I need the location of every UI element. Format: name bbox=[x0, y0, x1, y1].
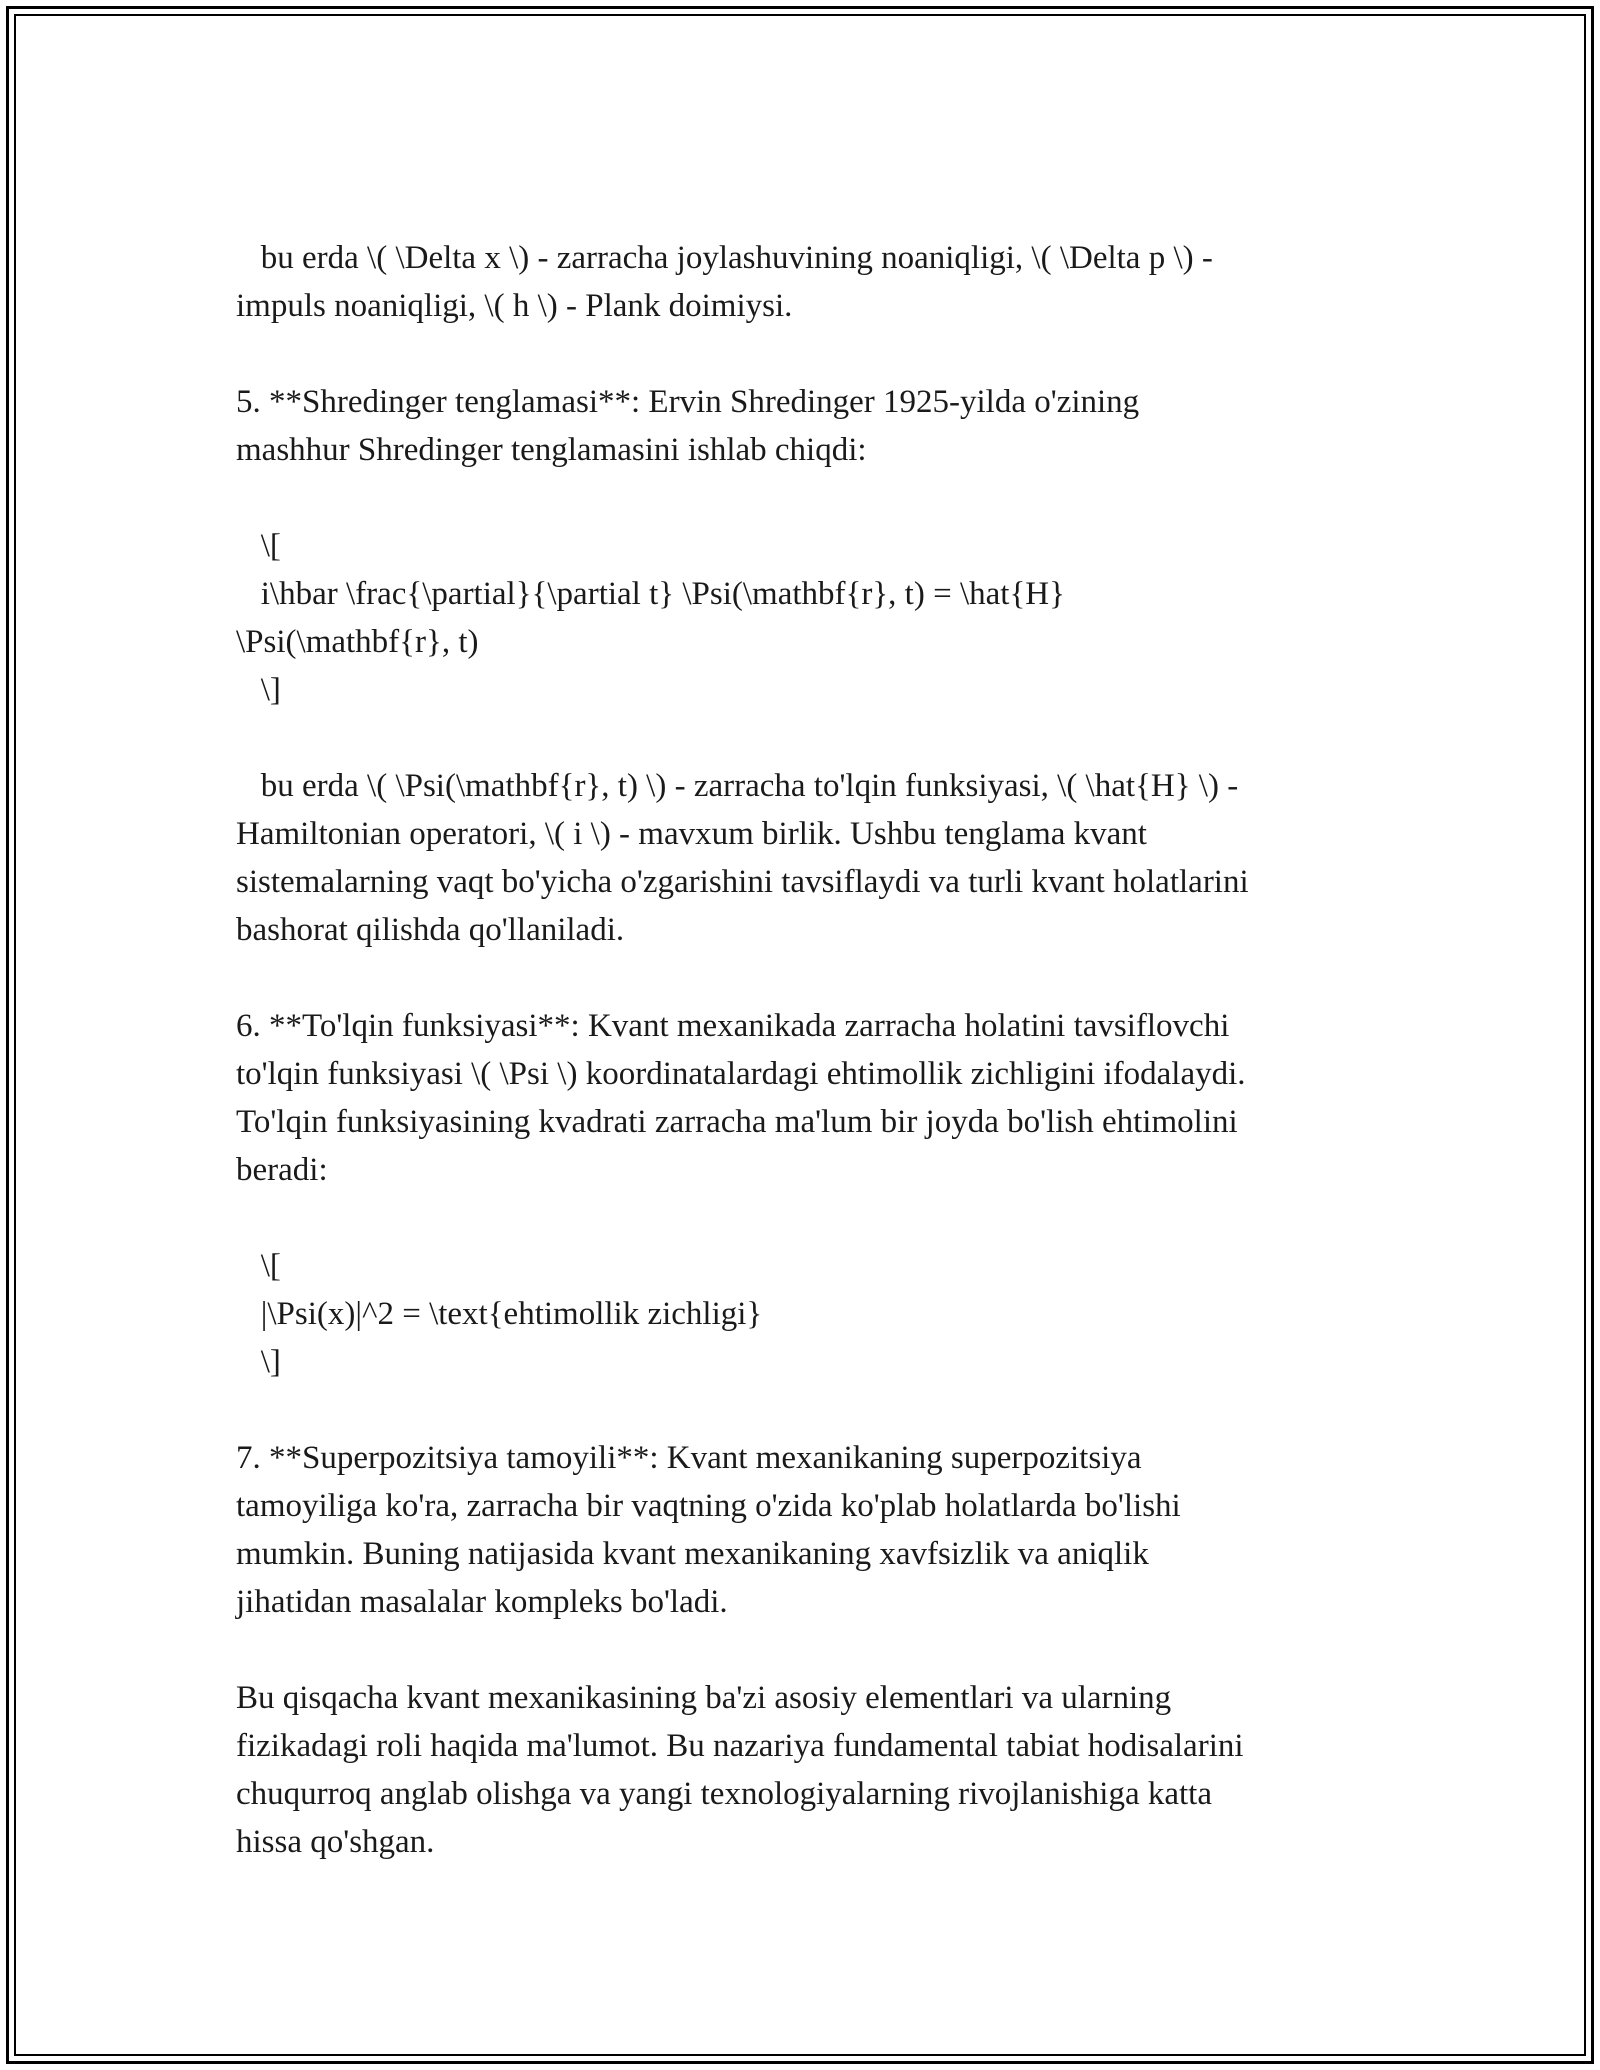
text-line: To'lqin funksiyasining kvadrati zarracha ma'lum bir joyda bo'lish ehtimolini bbox=[236, 1104, 1238, 1140]
equation-line: \] bbox=[236, 1344, 281, 1380]
paragraph-uncertainty-explanation bbox=[236, 234, 1366, 330]
text-line: mumkin. Buning natijasida kvant mexanikaning xavfsizlik va aniqlik bbox=[236, 1536, 1149, 1572]
text-line: to'lqin funksiyasi \( \Psi \) koordinatalardagi ehtimollik zichligini ifodalaydi. bbox=[236, 1056, 1246, 1092]
text-line: Bu qisqacha kvant mexanikasining ba'zi asosiy elementlari va ularning bbox=[236, 1680, 1172, 1716]
text-line: beradi: bbox=[236, 1152, 328, 1188]
text-line: mashhur Shredinger tenglamasini ishlab chiqdi: bbox=[236, 432, 867, 468]
text-line: tamoyiliga ko'ra, zarracha bir vaqtning o'zida ko'plab holatlarda bo'lishi bbox=[236, 1488, 1181, 1524]
text-line: jihatidan masalalar kompleks bo'ladi. bbox=[236, 1584, 728, 1620]
text-line: 6. **To'lqin funksiyasi**: Kvant mexanikada zarracha holatini tavsiflovchi bbox=[236, 1008, 1230, 1044]
text-line: hissa qo'shgan. bbox=[236, 1824, 435, 1860]
equation-schrodinger bbox=[236, 522, 1366, 714]
text-line: impuls noaniqligi, \( h \) - Plank doimiysi. bbox=[236, 288, 793, 324]
paragraph-schrodinger-explanation bbox=[236, 762, 1366, 954]
text-line: bu erda \( \Psi(\mathbf{r}, t) \) - zarracha to'lqin funksiyasi, \( \hat{H} \) - bbox=[236, 768, 1239, 804]
text-line: 5. **Shredinger tenglamasi**: Ervin Shredinger 1925-yilda o'zining bbox=[236, 384, 1140, 420]
text-line: bu erda \( \Delta x \) - zarracha joylashuvining noaniqligi, \( \Delta p \) - bbox=[236, 240, 1213, 276]
equation-line: \] bbox=[236, 672, 281, 708]
paragraph-superposition bbox=[236, 1434, 1366, 1626]
text-line: bashorat qilishda qo'llaniladi. bbox=[236, 912, 625, 948]
document-body bbox=[236, 234, 1366, 1914]
equation-probability-density bbox=[236, 1242, 1366, 1386]
equation-line: |\Psi(x)|^2 = \text{ehtimollik zichligi} bbox=[236, 1296, 763, 1332]
equation-line: \Psi(\mathbf{r}, t) bbox=[236, 624, 479, 660]
paragraph-wave-function bbox=[236, 1002, 1366, 1194]
equation-line: i\hbar \frac{\partial}{\partial t} \Psi(\mathbf{r}, t) = \hat{H} bbox=[236, 576, 1065, 612]
text-line: Hamiltonian operatori, \( i \) - mavxum birlik. Ushbu tenglama kvant bbox=[236, 816, 1147, 852]
paragraph-schrodinger-equation-intro bbox=[236, 378, 1366, 474]
paragraph-conclusion bbox=[236, 1674, 1366, 1866]
text-line: 7. **Superpozitsiya tamoyili**: Kvant mexanikaning superpozitsiya bbox=[236, 1440, 1142, 1476]
text-line: fizikadagi roli haqida ma'lumot. Bu nazariya fundamental tabiat hodisalarini bbox=[236, 1728, 1244, 1764]
equation-line: \[ bbox=[236, 1248, 281, 1284]
text-line: sistemalarning vaqt bo'yicha o'zgarishini tavsiflaydi va turli kvant holatlarini bbox=[236, 864, 1249, 900]
text-line: chuqurroq anglab olishga va yangi texnologiyalarning rivojlanishiga katta bbox=[236, 1776, 1212, 1812]
equation-line: \[ bbox=[236, 528, 281, 564]
